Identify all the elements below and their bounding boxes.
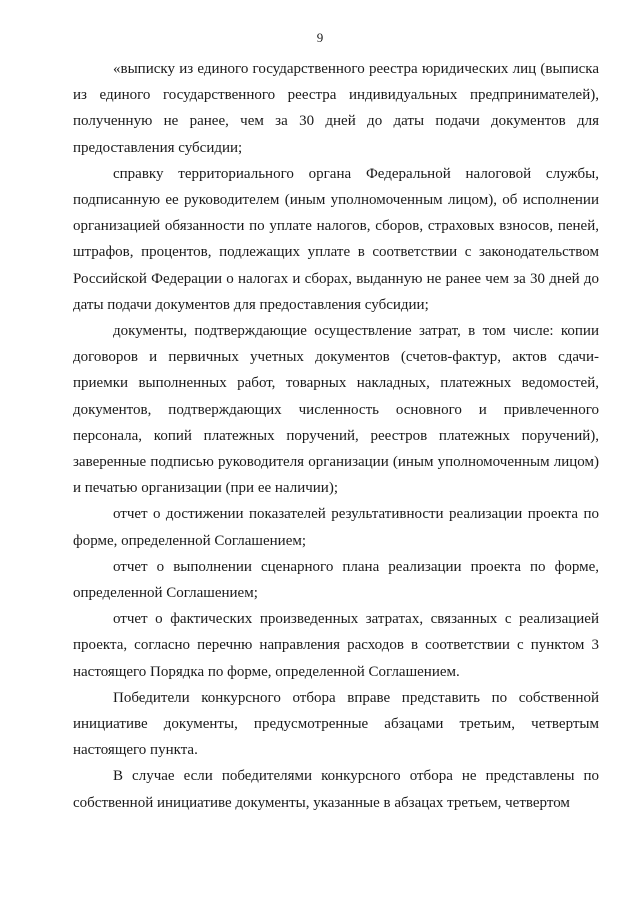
- page-number: 9: [316, 30, 324, 45]
- paragraph-extract-egrul: «выписку из единого государственного реестра юридических лиц (выписка из единого государственного реестра индивидуальных предпринимателей), полученную не ранее, чем за 30 дней до даты подачи документов для предоставления субсидии;: [73, 61, 599, 156]
- paragraph-not-submitted: В случае если победителями конкурсного отбора не представлены по собственной инициативе документы, указанные в абзацах третьем, четвертом: [73, 768, 599, 811]
- paragraph-scenario-report: отчет о выполнении сценарного плана реализации проекта по форме, определенной Соглашением;: [73, 558, 599, 602]
- paragraph-actual-costs-report: отчет о фактических произведенных затратах, связанных с реализацией проекта, согласно перечню направления расходов в соответствии с пунктом 3 настоящего Порядка по форме, определенной Соглашением.: [73, 611, 599, 680]
- paragraph-tax-certificate: справку территориального органа Федеральной налоговой службы, подписанную ее руководителем (иным уполномоченным лицом), об исполнении организацией обязанности по уплате налогов, сборов, страховых взносов, пеней, штрафов, процентов, подлежащих уплате в соответствии с законодательством Российской Федерации о налогах и сборах, выданную не ранее чем за 30 дней до даты подачи документов для предоставления субсидии;: [73, 165, 599, 313]
- paragraph-expense-documents: документы, подтверждающие осуществление затрат, в том числе: копии договоров и первичных учетных документов (счетов-фактур, актов сдачи-приемки выполненных работ, товарных накладных, платежных ведомостей, документов, подтверждающих численность основного и привлеченного персонала, копий платежных поручений, реестров платежных поручений), заверенные подписью руководителя организации (иным уполномоченным лицом) и печатью организации (при ее наличии);: [73, 323, 599, 497]
- paragraph-own-initiative: Победители конкурсного отбора вправе представить по собственной инициативе документы, предусмотренные абзацами третьим, четвертым настоящего пункта.: [73, 689, 599, 759]
- document-body: [73, 56, 599, 816]
- paragraph-performance-report: отчет о достижении показателей результативности реализации проекта по форме, определенной Соглашением;: [73, 506, 599, 549]
